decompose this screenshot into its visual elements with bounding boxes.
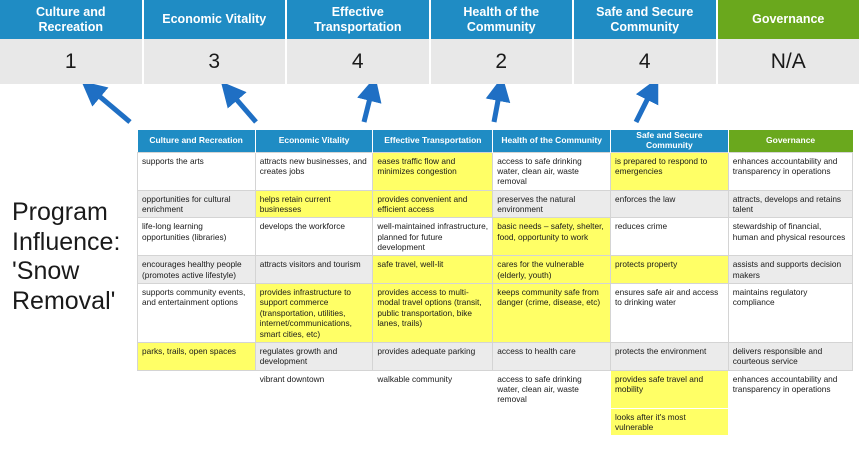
matrix-cell: cares for the vulnerable (elderly, youth): [493, 256, 611, 284]
matrix-body: [138, 152, 853, 436]
matrix-cell: assists and supports decision makers: [728, 256, 852, 284]
matrix-cell: [138, 408, 256, 436]
matrix-row: [138, 342, 853, 370]
matrix-cell: supports community events, and entertainment options: [138, 284, 256, 343]
matrix-cell: access to safe drinking water, clean air, waste removal: [493, 152, 611, 190]
summary-score-band: [0, 0, 859, 84]
matrix-cell: stewardship of financial, human and physical resources: [728, 218, 852, 256]
matrix-header-safe-and-secure-community: Safe and Secure Community: [611, 130, 729, 152]
summary-header-governance: Governance: [718, 0, 859, 39]
matrix-row: [138, 370, 853, 408]
summary-header-economic-vitality: Economic Vitality: [144, 0, 288, 39]
community-outcomes-matrix: [137, 130, 853, 436]
matrix-cell: is prepared to respond to emergencies: [611, 152, 729, 190]
matrix-cell: safe travel, well-lit: [373, 256, 493, 284]
matrix-cell: delivers responsible and courteous service: [728, 342, 852, 370]
summary-score-governance: N/A: [770, 49, 806, 73]
matrix-cell: ensures safe air and access to drinking water: [611, 284, 729, 343]
matrix-cell: eases traffic flow and minimizes congestion: [373, 152, 493, 190]
matrix-cell: attracts, develops and retains talent: [728, 190, 852, 218]
matrix-header-governance: Governance: [728, 130, 852, 152]
matrix-header-culture-and-recreation: Culture and Recreation: [138, 130, 256, 152]
matrix-cell: provides infrastructure to support commerce (transportation, utilities, internet/communications, smart cities, etc): [255, 284, 373, 343]
matrix-cell: provides adequate parking: [373, 342, 493, 370]
upward-arrow-icon-2: [230, 92, 256, 122]
caption-line-4: Removal': [12, 286, 116, 315]
matrix-header-effective-transportation: Effective Transportation: [373, 130, 493, 152]
matrix-cell: access to safe drinking water, clean air, waste removal: [493, 370, 611, 408]
matrix-cell: looks after it's most vulnerable: [611, 408, 729, 436]
summary-score-safe-and-secure-community: 4: [574, 39, 718, 84]
matrix-cell: supports the arts: [138, 152, 256, 190]
matrix-cell: attracts new businesses, and creates jobs: [255, 152, 373, 190]
matrix-cell: enhances accountability and transparency in operations: [728, 152, 852, 190]
matrix-cell: reduces crime: [611, 218, 729, 256]
upward-arrow-icon-5: [636, 90, 652, 122]
matrix-cell: enforces the law: [611, 190, 729, 218]
matrix-row: [138, 408, 853, 436]
matrix-cell: preserves the natural environment: [493, 190, 611, 218]
summary-header-effective-transportation: Effective Transportation: [287, 0, 431, 39]
summary-score-row: [0, 39, 859, 84]
caption-line-2: Influence:: [12, 227, 121, 256]
matrix-cell: well-maintained infrastructure, planned for future development: [373, 218, 493, 256]
matrix-header-health-of-the-community: Health of the Community: [493, 130, 611, 152]
matrix-cell: encourages healthy people (promotes active lifestyle): [138, 256, 256, 284]
summary-header-safe-and-secure-community: Safe and Secure Community: [574, 0, 718, 39]
matrix-cell: regulates growth and development: [255, 342, 373, 370]
summary-score-effective-transportation: 4: [287, 39, 431, 84]
matrix-cell: helps retain current businesses: [255, 190, 373, 218]
matrix-cell: [138, 370, 256, 408]
matrix-cell: provides safe travel and mobility: [611, 370, 729, 408]
program-influence-caption: [12, 198, 132, 316]
arrow-group: [0, 84, 859, 130]
caption-line-1: Program: [12, 198, 108, 226]
matrix-cell: develops the workforce: [255, 218, 373, 256]
matrix-cell: basic needs – safety, shelter, food, opportunity to work: [493, 218, 611, 256]
matrix-cell: vibrant downtown: [255, 370, 373, 408]
upward-arrow-icon-3: [364, 90, 372, 122]
matrix-cell: protects the environment: [611, 342, 729, 370]
upward-arrow-icon-1: [92, 90, 130, 122]
matrix-row: [138, 190, 853, 218]
matrix-row: [138, 218, 853, 256]
summary-header-culture-and-recreation: Culture and Recreation: [0, 0, 144, 39]
matrix-cell: [728, 408, 852, 436]
matrix-header-row: [138, 130, 853, 152]
summary-score-culture-and-recreation: 1: [0, 39, 144, 84]
matrix-cell: access to health care: [493, 342, 611, 370]
matrix-cell: life-long learning opportunities (libraries): [138, 218, 256, 256]
matrix-cell: maintains regulatory compliance: [728, 284, 852, 343]
matrix-cell: [493, 408, 611, 436]
matrix-cell: protects property: [611, 256, 729, 284]
matrix-row: [138, 284, 853, 343]
matrix-cell: [373, 408, 493, 436]
matrix-row: [138, 152, 853, 190]
matrix-cell: provides convenient and efficient access: [373, 190, 493, 218]
matrix-cell: enhances accountability and transparency in operations: [728, 370, 852, 408]
matrix-cell: keeps community safe from danger (crime, disease, etc): [493, 284, 611, 343]
summary-score-economic-vitality: 3: [144, 39, 288, 84]
summary-header-health-of-the-community: Health of the Community: [431, 0, 575, 39]
matrix-cell: attracts visitors and tourism: [255, 256, 373, 284]
upward-arrow-icon-4: [494, 90, 500, 122]
matrix-cell: [255, 408, 373, 436]
matrix-cell: parks, trails, open spaces: [138, 342, 256, 370]
summary-header-row: [0, 0, 859, 39]
matrix-cell: provides access to multi-modal travel options (transit, public transportation, bike lanes, trails): [373, 284, 493, 343]
matrix-cell: opportunities for cultural enrichment: [138, 190, 256, 218]
caption-line-3: 'Snow: [12, 257, 80, 285]
summary-score-health-of-the-community: 2: [431, 39, 575, 84]
matrix-row: [138, 256, 853, 284]
matrix-cell: walkable community: [373, 370, 493, 408]
matrix-header-economic-vitality: Economic Vitality: [255, 130, 373, 152]
